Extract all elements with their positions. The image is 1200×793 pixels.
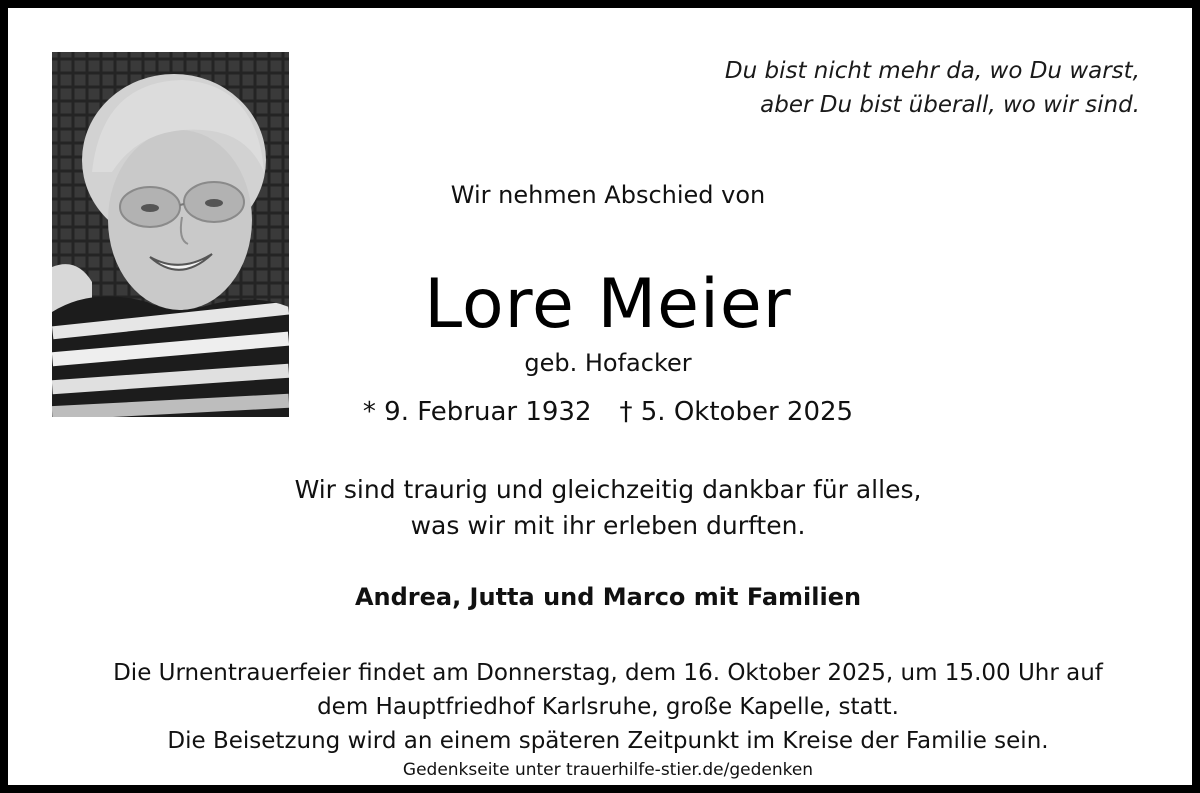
deceased-name: Lore Meier <box>424 265 792 344</box>
death-date: † 5. Oktober 2025 <box>619 397 854 427</box>
farewell-intro: Wir nehmen Abschied von <box>450 181 766 209</box>
ceremony-info <box>48 656 1168 758</box>
portrait-photo <box>52 52 289 417</box>
quote-line-2: aber Du bist überall, wo wir sind. <box>760 92 1140 118</box>
gratitude-line-1: Wir sind traurig und gleichzeitig dankbar für alles, <box>294 475 922 504</box>
ceremony-line-2: dem Hauptfriedhof Karlsruhe, große Kapelle, statt. <box>317 694 899 720</box>
memorial-website: Gedenkseite unter trauerhilfe-stier.de/gedenken <box>402 760 814 780</box>
life-dates <box>308 394 908 430</box>
quote-line-1: Du bist nicht mehr da, wo Du warst, <box>724 58 1140 84</box>
gratitude-text <box>208 472 1008 544</box>
memorial-quote <box>580 54 1140 122</box>
family-signature: Andrea, Jutta und Marco mit Familien <box>354 583 862 611</box>
birth-name: geb. Hofacker <box>524 349 692 377</box>
gratitude-line-2: was wir mit ihr erleben durften. <box>410 511 806 540</box>
ceremony-line-3: Die Beisetzung wird an einem späteren Zeitpunkt im Kreise der Familie sein. <box>167 728 1049 754</box>
ceremony-line-1: Die Urnentrauerfeier findet am Donnerstag, dem 16. Oktober 2025, um 15.00 Uhr auf <box>113 660 1103 686</box>
birth-date: * 9. Februar 1932 <box>362 397 592 427</box>
